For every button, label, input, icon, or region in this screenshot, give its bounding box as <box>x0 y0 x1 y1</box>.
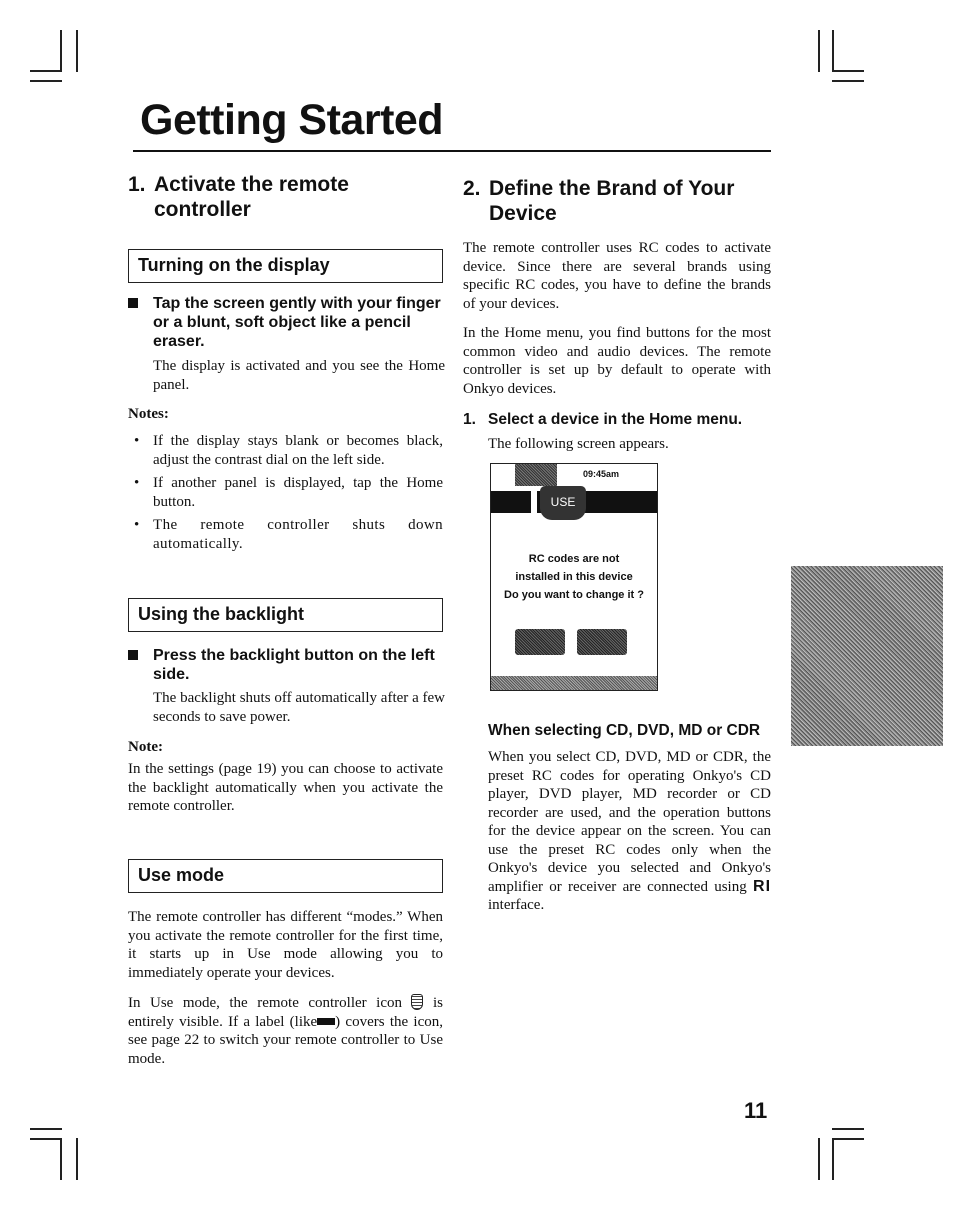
crop-mark <box>30 1128 62 1130</box>
page-title: Getting Started <box>140 96 444 144</box>
bullet-square-icon <box>128 298 138 308</box>
backlight-note: In the settings (page 19) you can choose to activate the backlight automatically when you activate the remote controller. <box>128 761 443 814</box>
section-number: 1. <box>128 173 146 196</box>
section-thumb-tab <box>791 566 943 746</box>
section-title-line1: Define the Brand of Your <box>489 177 735 200</box>
crop-mark <box>832 70 864 72</box>
use-remote-icon: USE <box>540 486 586 520</box>
notes-list <box>128 432 443 558</box>
screen-time: 09:45am <box>583 469 620 479</box>
crop-mark <box>832 30 834 72</box>
screen-button-right[interactable] <box>577 629 627 655</box>
notes-label: Notes: <box>128 406 169 422</box>
section-title-line2: controller <box>154 198 251 221</box>
screen-button-left[interactable] <box>515 629 565 655</box>
crop-mark <box>30 70 62 72</box>
use-mode-para2: In Use mode, the remote controller icon is entirely visible. If a label (like ) covers the icon, see page 22 to switch your remote controller to Use mode. <box>128 995 443 1067</box>
title-rule <box>133 150 771 152</box>
screen-message: RC codes are not installed in this device Do you want to change it ? <box>504 553 644 601</box>
backlight-heading: Using the backlight <box>138 604 305 624</box>
label-block-icon <box>317 1018 335 1025</box>
crop-mark <box>832 80 864 82</box>
device-screen <box>490 463 658 691</box>
cd-heading: When selecting CD, DVD, MD or CDR <box>488 722 761 739</box>
backlight-body: The backlight shuts off automatically after a few seconds to save power. <box>153 690 445 725</box>
section-2-heading <box>463 176 783 226</box>
step-body: The following screen appears. <box>488 436 669 452</box>
cd-body: When you select CD, DVD, MD or CDR, the preset RC codes for operating Onkyo's CD player, DVD player, MD recorder or CD recorder are used, and the operation buttons for the device appear on the screen. You can use the preset RC codes only when the Onkyo's device you selected and Onkyo's amplifier or receiver are connected using RI interface. <box>488 749 772 913</box>
screen-bottom-bar <box>491 676 657 690</box>
section-title-line1: Activate the remote <box>154 173 349 196</box>
bullet-text: Tap the screen gently with your finger or a blunt, soft object like a pencil eraser. <box>153 295 441 350</box>
section-number: 2. <box>463 177 481 200</box>
note-label: Note: <box>128 739 163 755</box>
crop-mark <box>832 1128 864 1130</box>
use-mode-heading-box <box>128 859 443 893</box>
crop-mark <box>76 30 78 72</box>
bullet-text: Press the backlight button on the left side. <box>153 647 435 683</box>
remote-controller-icon <box>411 994 423 1010</box>
turning-on-body: The display is activated and you see the Home panel. <box>153 358 445 393</box>
backlight-heading-box <box>128 598 443 632</box>
step-1 <box>463 411 771 429</box>
step-text: Select a device in the Home menu. <box>488 411 743 428</box>
crop-mark <box>832 1138 834 1180</box>
use-mode-heading: Use mode <box>138 865 225 885</box>
step-number: 1. <box>463 411 476 428</box>
crop-mark <box>76 1138 78 1180</box>
note-item: • If the display stays blank or becomes black, adjust the contrast dial on the left side. <box>134 433 443 468</box>
backlight-bullet <box>128 646 446 684</box>
page-number: 11 <box>744 1098 768 1123</box>
crop-mark <box>60 30 62 72</box>
turning-on-heading-box <box>128 249 443 283</box>
section-title-line2: Device <box>489 202 557 225</box>
crop-mark <box>30 1138 62 1140</box>
crop-mark <box>30 80 62 82</box>
use-mode-para1: The remote controller has different “modes.” When you activate the remote controller for the first time, it starts up in Use mode allowing you to immediately operate your devices. <box>128 909 443 981</box>
section-1-heading <box>128 172 448 222</box>
screen-tab <box>515 464 557 486</box>
crop-mark <box>818 30 820 72</box>
brand-para2: In the Home menu, you find buttons for the most common video and audio devices. The remote controller is set up by default to operate with Onkyo devices. <box>463 325 771 397</box>
crop-mark <box>60 1138 62 1180</box>
turning-on-heading: Turning on the display <box>138 255 330 275</box>
bullet-square-icon <box>128 650 138 660</box>
brand-para1: The remote controller uses RC codes to activate device. Since there are several brands using specific RC codes, you have to define the brands of your devices. <box>463 240 771 312</box>
crop-mark <box>832 1138 864 1140</box>
note-item: • If another panel is displayed, tap the Home button. <box>134 475 443 510</box>
ri-logo: RI <box>753 877 772 895</box>
crop-mark <box>818 1138 820 1180</box>
note-item: • The remote controller shuts down automatically. <box>134 517 443 552</box>
turning-on-bullet <box>128 294 446 351</box>
